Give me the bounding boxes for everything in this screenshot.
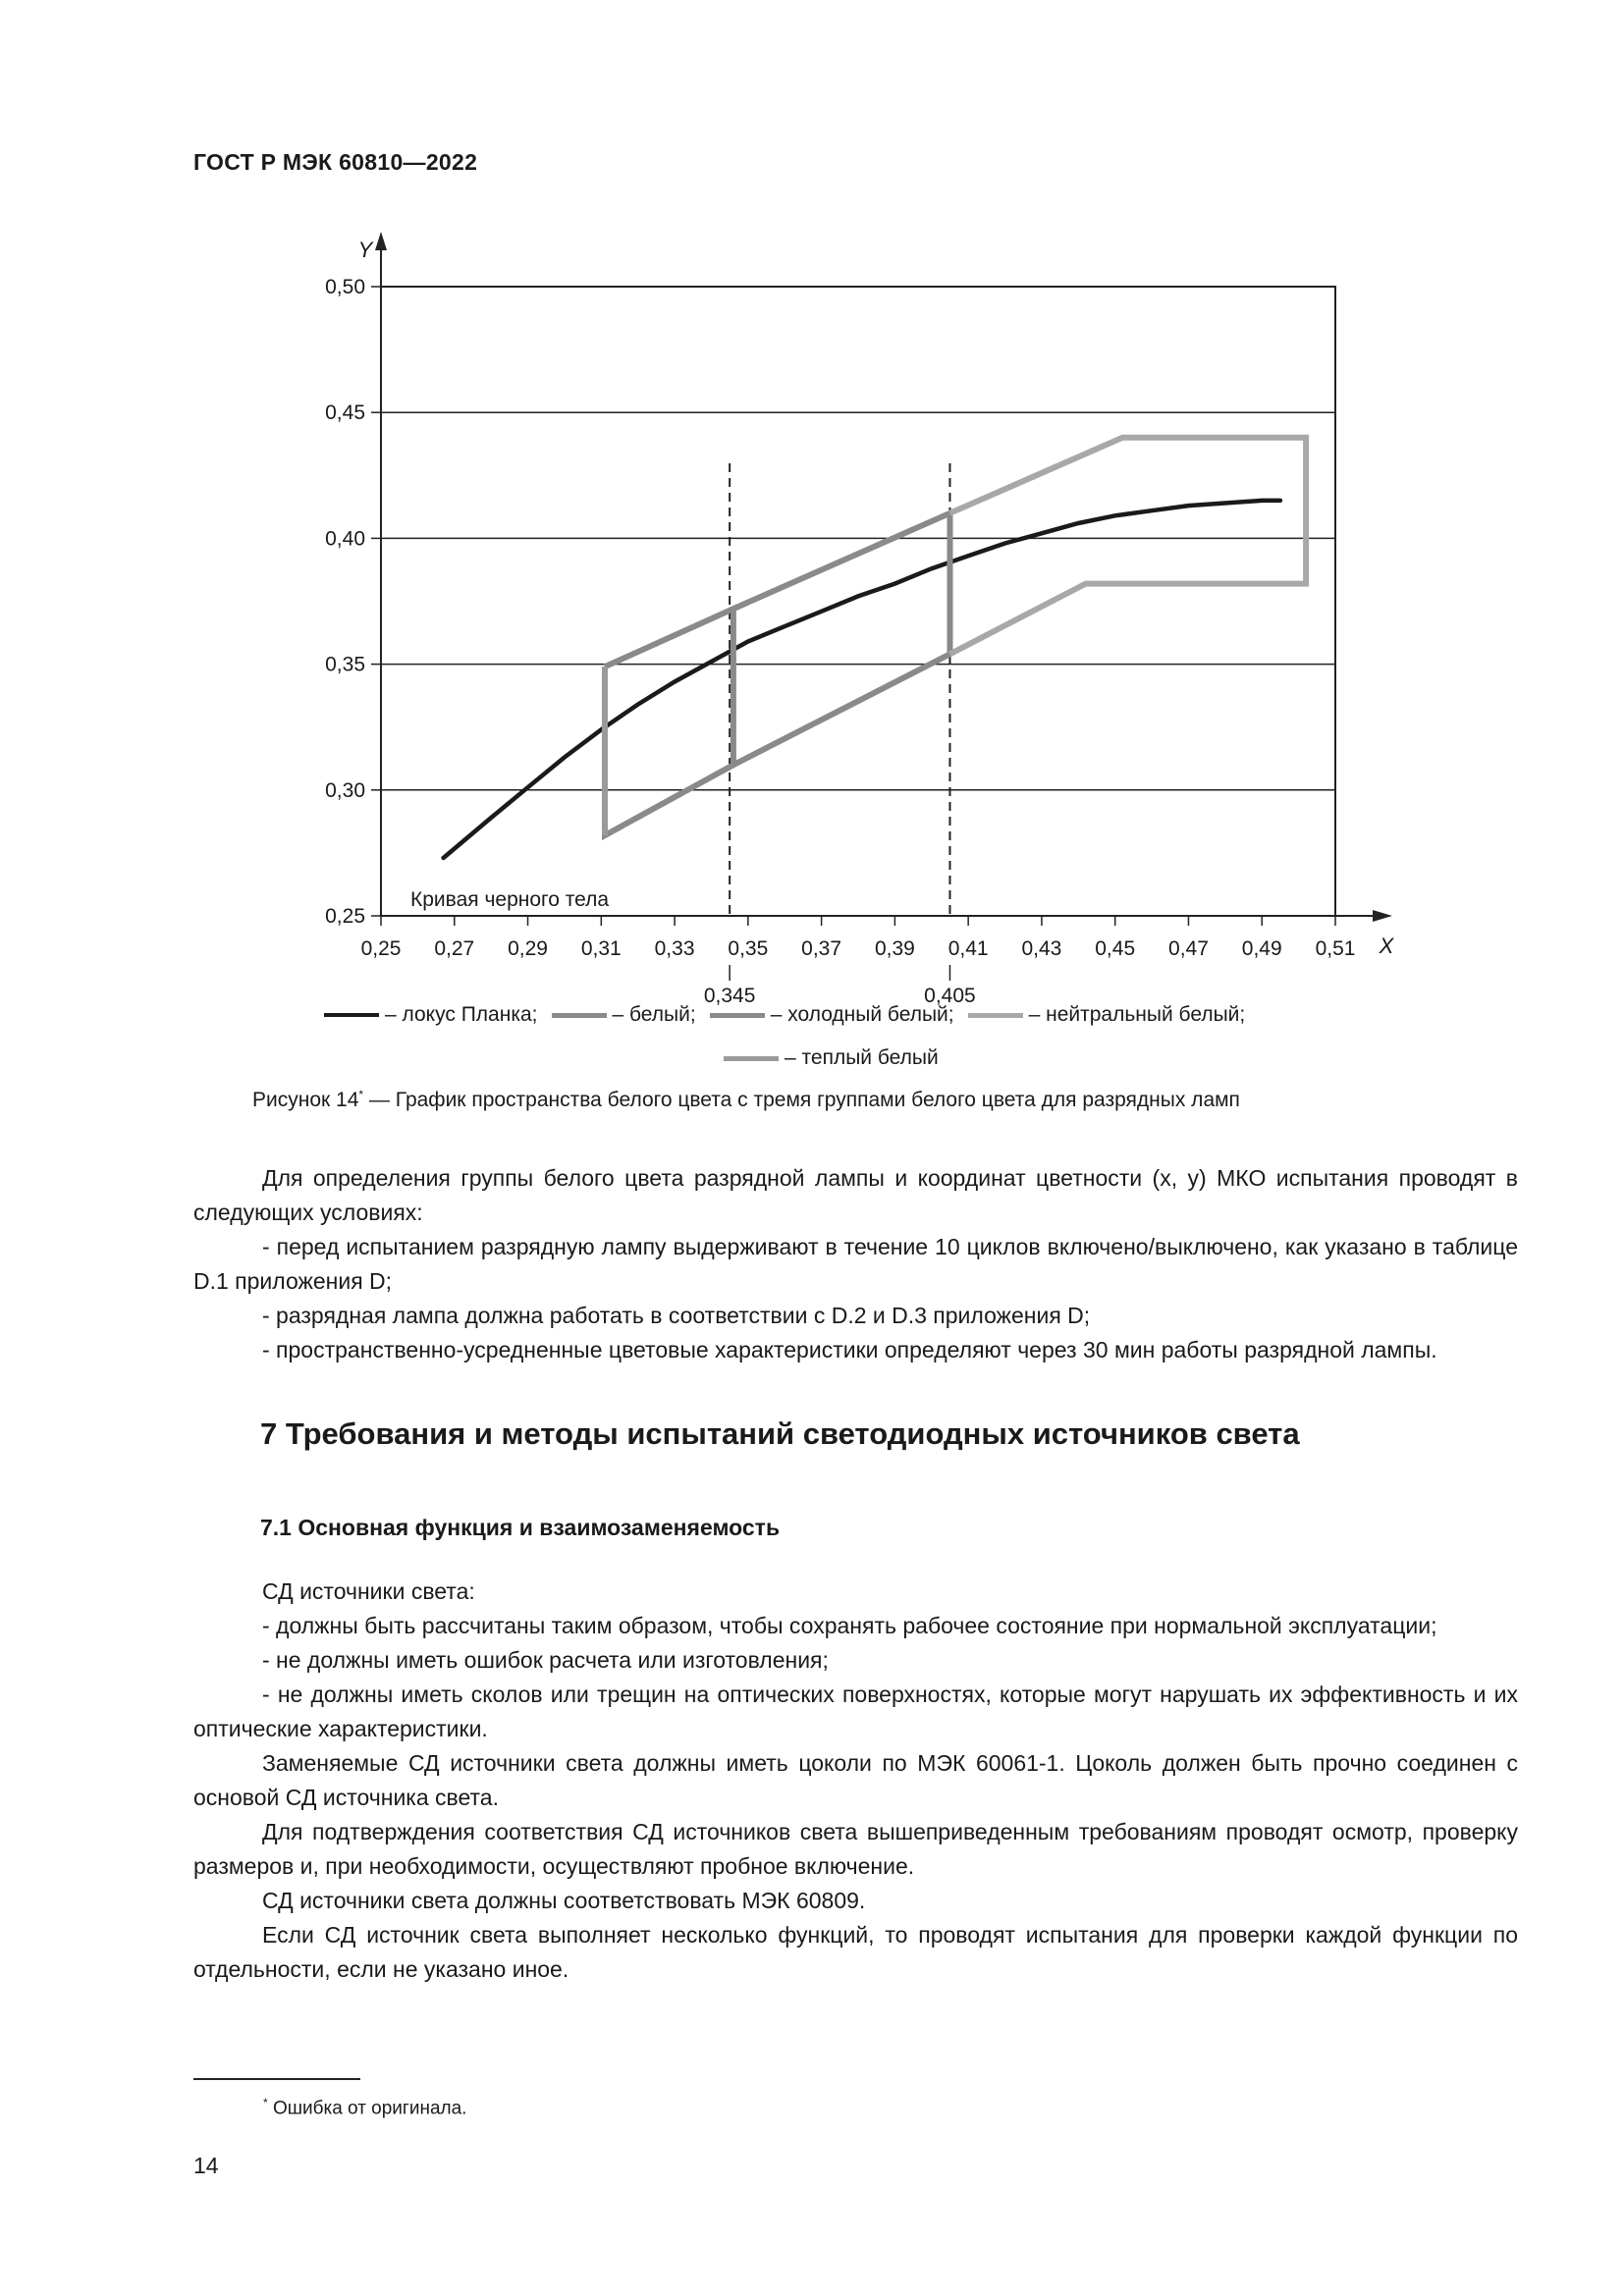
list-item: - должны быть рассчитаны таким образом, чтобы сохранять рабочее состояние при нормальной эксплуатации; bbox=[262, 1613, 1437, 1638]
paragraph: Для определения группы белого цвета разрядной лампы и координат цветности (x, y) МКО испытания проводят в следующих условиях: bbox=[193, 1165, 1518, 1225]
legend-item bbox=[552, 1003, 696, 1027]
x-tick-label: 0,33 bbox=[654, 937, 695, 960]
paragraph: Если СД источник света выполняет несколько функций, то проводят испытания для проверки каждой функции по отдельности, если не указано иное. bbox=[193, 1922, 1518, 1982]
y-tick-label: 0,25 bbox=[325, 905, 365, 928]
legend-item bbox=[968, 1003, 1246, 1027]
list-item: - перед испытанием разрядную лампу выдерживают в течение 10 циклов включено/выключено, как указано в таблице D.1 приложения D; bbox=[193, 1234, 1518, 1294]
x-tick-label: 0,25 bbox=[360, 937, 402, 960]
x-axis-arrow bbox=[1373, 910, 1392, 922]
footnote: * Ошибка от оригинала. bbox=[263, 2096, 467, 2119]
y-tick-label: 0,35 bbox=[325, 653, 365, 676]
legend-row-1 bbox=[324, 1003, 1259, 1027]
x-tick-label: 0,35 bbox=[728, 937, 769, 960]
legend-item bbox=[724, 1046, 939, 1070]
legend-item bbox=[324, 1003, 538, 1027]
curve-annotation: Кривая черного тела bbox=[410, 888, 610, 911]
y-axis-arrow bbox=[375, 232, 387, 250]
y-tick-label: 0,50 bbox=[325, 276, 365, 298]
section-7-1-text bbox=[193, 1575, 1518, 1987]
list-item: - пространственно-усредненные цветовые характеристики определяют через 30 мин работы разрядной лампы. bbox=[262, 1337, 1437, 1362]
list-item: - не должны иметь ошибок расчета или изготовления; bbox=[262, 1647, 829, 1673]
list-item: - разрядная лампа должна работать в соответствии с D.2 и D.3 приложения D; bbox=[262, 1303, 1091, 1328]
legend-swatch bbox=[552, 1013, 607, 1018]
y-tick-label: 0,45 bbox=[325, 401, 365, 425]
x-tick-label: 0,37 bbox=[801, 937, 842, 960]
section-7-1-heading: 7.1 Основная функция и взаимозаменяемость bbox=[260, 1515, 781, 1540]
paragraph: СД источники света: bbox=[262, 1578, 475, 1604]
y-axis-label: Y bbox=[357, 238, 373, 262]
x-tick-label: 0,47 bbox=[1168, 937, 1209, 960]
y-tick-label: 0,30 bbox=[325, 778, 365, 802]
paragraph: Заменяемые СД источники света должны иметь цоколи по МЭК 60061-1. Цоколь должен быть прочно соединен с основой СД источника света. bbox=[193, 1750, 1518, 1810]
page-number: 14 bbox=[193, 2153, 219, 2178]
x-tick-label: 0,29 bbox=[508, 937, 548, 960]
x-tick-label: 0,39 bbox=[874, 937, 915, 960]
series-холодный-белый bbox=[733, 513, 950, 765]
paragraph: Для подтверждения соответствия СД источников света вышеприведенным требованиям проводят осмотр, проверку размеров и, при необходимости, осуществляют пробное включение. bbox=[193, 1819, 1518, 1879]
legend-label: – белый; bbox=[612, 1003, 696, 1026]
legend-item bbox=[710, 1003, 954, 1027]
x-tick-label: 0,43 bbox=[1021, 937, 1062, 960]
legend-swatch bbox=[968, 1013, 1023, 1018]
x-tick-label: 0,31 bbox=[580, 937, 622, 960]
x-tick-label: 0,27 bbox=[434, 937, 475, 960]
legend-swatch bbox=[710, 1013, 765, 1018]
x-tick-label: 0,45 bbox=[1095, 937, 1136, 960]
x-tick-label: 0,41 bbox=[947, 937, 989, 960]
figure-caption: Рисунок 14* — График пространства белого цвета с тремя группами белого цвета для разрядных ламп bbox=[252, 1088, 1240, 1111]
vline-label: 0,405 bbox=[924, 985, 976, 1007]
list-item: - не должны иметь сколов или трещин на оптических поверхностях, которые могут нарушать их эффективность и их оптические характеристики. bbox=[193, 1682, 1518, 1741]
section-7-heading: 7 Требования и методы испытаний светодиодных источников света bbox=[260, 1416, 1300, 1451]
legend-label: – локус Планка; bbox=[385, 1003, 538, 1026]
footnote-divider bbox=[193, 2078, 360, 2080]
section-6-conditions bbox=[193, 1161, 1518, 1367]
x-tick-label: 0,51 bbox=[1315, 937, 1356, 960]
plot-frame bbox=[381, 287, 1335, 916]
legend-swatch bbox=[324, 1013, 379, 1017]
vline-label: 0,345 bbox=[703, 985, 756, 1007]
legend-swatch bbox=[724, 1056, 779, 1061]
document-header: ГОСТ Р МЭК 60810—2022 bbox=[193, 149, 478, 175]
paragraph: СД источники света должны соответствовать МЭК 60809. bbox=[262, 1888, 866, 1913]
x-tick-label: 0,49 bbox=[1241, 937, 1282, 960]
white-space-chart bbox=[0, 0, 1624, 1007]
legend-label: – нейтральный белый; bbox=[1028, 1003, 1246, 1026]
legend-row-2 bbox=[724, 1046, 952, 1070]
legend-label: – холодный белый; bbox=[770, 1003, 954, 1026]
x-axis-label: X bbox=[1379, 934, 1394, 958]
series-белый bbox=[605, 609, 733, 835]
legend-label: – теплый белый bbox=[785, 1046, 939, 1069]
y-tick-label: 0,40 bbox=[325, 527, 365, 551]
